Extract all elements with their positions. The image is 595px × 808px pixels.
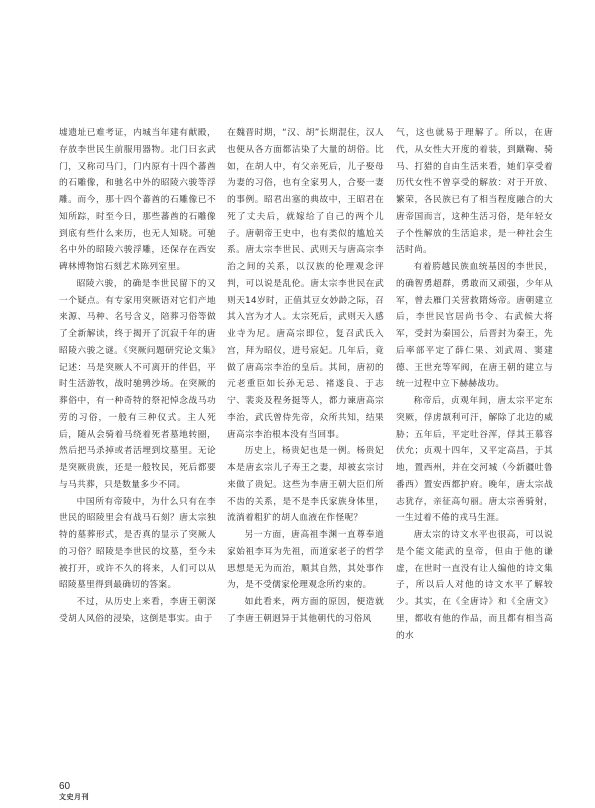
paragraph-1-3: 中国所有帝陵中，为什么只有在李世民的昭陵里会有战马石刻？唐太宗独特的墓葬形式，是否真的显示了突厥人的习俗？昭陵是李世民的坟墓，至今未被打开，或许不久的将来，人们可以从昭陵墓里得到最确切的答案。 [59, 496, 216, 591]
paragraph-3-1: 气，这也就易于理解了。所以，在唐代，从女性大开度的着装，到蹴鞠、骑马、打猎的自由生活来看，她们享受着历代女性不曾享受的解放：对于开放、繁荣，各民族已有了相当程度融合的大唐帝国而言，这种生活习俗，是年轻女子个性解放的生活追求，是一种社会生活时尚。 [396, 128, 553, 256]
magazine-name: 文史月刊 [59, 792, 89, 801]
paragraph-1-1: 墟遗址已难考证，内城当年建有献殿，存放李世民生前服用器物。北门曰玄武门，又称司马门，门内原有十四个蕃酋的石雕像，和驰名中外的昭陵六骏等浮雕。而今，那十四个蕃酋的石雕像已不知所踪，时至今日，那些蕃酋的石雕像到底有些什么来历，也无人知晓。可驰名中外的昭陵六骏浮雕，还保存在西安碑林博物馆石刻艺术陈列室里。 [59, 128, 216, 272]
text-column-1 [59, 125, 216, 628]
text-column-2 [227, 125, 384, 628]
paragraph-2-2: 历史上，杨贵妃也是一例。杨贵妃本是唐玄宗儿子寿王之妻，却被玄宗讨来做了贵妃。这些为李唐王朝大臣们所不齿的关系，是不是李氏家族身体里，流淌着粗犷的胡人血液在作怪呢？ [227, 446, 384, 524]
paragraph-1-2: 昭陵六骏，的确是李世民留下的又一个疑点。有专家用突厥语对它们产地来源、马种、名号含义，陪葬习俗等做了全新解读，终于揭开了沉寂千年的唐昭陵六骏之谜。《突厥问题研究论文集》记述：马是突厥人不可离开的伴侣，平时生活游牧，战时驰骋沙场。在突厥的葬俗中，有一种奇特的祭祀悼念战马功劳的习俗，一般有三种仪式。主人死后，随从会骑着马绕着死者墓地转圈，然后把马杀掉或者活埋到坟墓里。无论是突厥贵族，还是一般牧民，死后都要与马共葬，只是数量多少不同。 [59, 278, 216, 490]
paragraph-2-1: 在魏晋时期，“汉、胡”长期混住，汉人也便从各方面都沾染了大量的胡俗。比如，在胡人中，有父亲死后，儿子娶母为妻的习俗，也有全家男人，合娶一妻的事例。昭君出塞的典故中，王昭君在死了丈夫后，就嫁给了自己的两个儿子。唐朝帝王史中，也有类似的尴尬关系。唐太宗李世民、武则天与唐高宗李治之间的关系，以汉族的伦理观念评判，可以说是乱伦。唐太宗李世民在武则天14岁时，正值其豆女妙龄之际，召其入宫为才人。太宗死后，武则天入感业寺为尼。唐高宗即位，复召武氏入宫，拜为昭仪，进号宸妃。几年后，竟做了唐高宗李治的皇后。其间，唐初的元老重臣如长孙无忌、褚遂良、于志宁、裴炎及程务挺等人，都力谏唐高宗李治，武氏曾侍先帝，众所共知，结果唐高宗李治根本没有当回事。 [227, 128, 384, 440]
paragraph-2-4: 如此看来，两方面的原因，便造就了李唐王朝迥异于其他朝代的习俗风 [227, 597, 384, 624]
paragraph-3-4: 唐太宗的诗文水平也很高，可以说是个能文能武的皇帝，但由于他的谦虚，在世时一直没有让人编他的诗文集子，所以后人对他的诗文水平了解较少。其实，在《全唐诗》和《全唐文》里，都收有他的作品，而且都有相当高的水 [396, 530, 553, 641]
paragraph-3-3: 称帝后，贞观年间，唐太宗平定东突厥，俘虏颉利可汗，解除了北边的威胁；五年后，平定吐谷浑，俘其王慕容伏允；贞观十四年，又平定高昌，于其地，置西州，并在交河城（今新疆吐鲁番西）置安西都护府。晚年，唐太宗战志犹存，亲征高句丽。唐太宗善骑射，一生过着不倦的戎马生涯。 [396, 396, 553, 524]
text-column-3 [396, 125, 553, 644]
paragraph-3-2: 有着胯越民族血统基因的李世民，的确智勇超群，勇敢而又顽强，少年从军，曾去雁门关营救隋炀帝。唐朝建立后，李世民官居尚书令、右武候大将军，受封为秦国公，后晋封为秦王，先后率部平定了薛仁果、刘武周、窦建德、王世充等军阀，在唐王朝的建立与统一过程中立下赫赫战功。 [396, 262, 553, 390]
paragraph-1-4: 不过，从历史上来看，李唐王朝深受胡人风俗的浸染，这倒是事实。由于 [59, 597, 216, 624]
page-number: 60 [59, 781, 71, 792]
paragraph-2-3: 另一方面，唐高祖李渊一直尊奉道家始祖李耳为先祖，而道家老子的哲学思想是无为而治，顺其自然，其处事作为，是不受儒家伦理观念所约束的。 [227, 530, 384, 591]
